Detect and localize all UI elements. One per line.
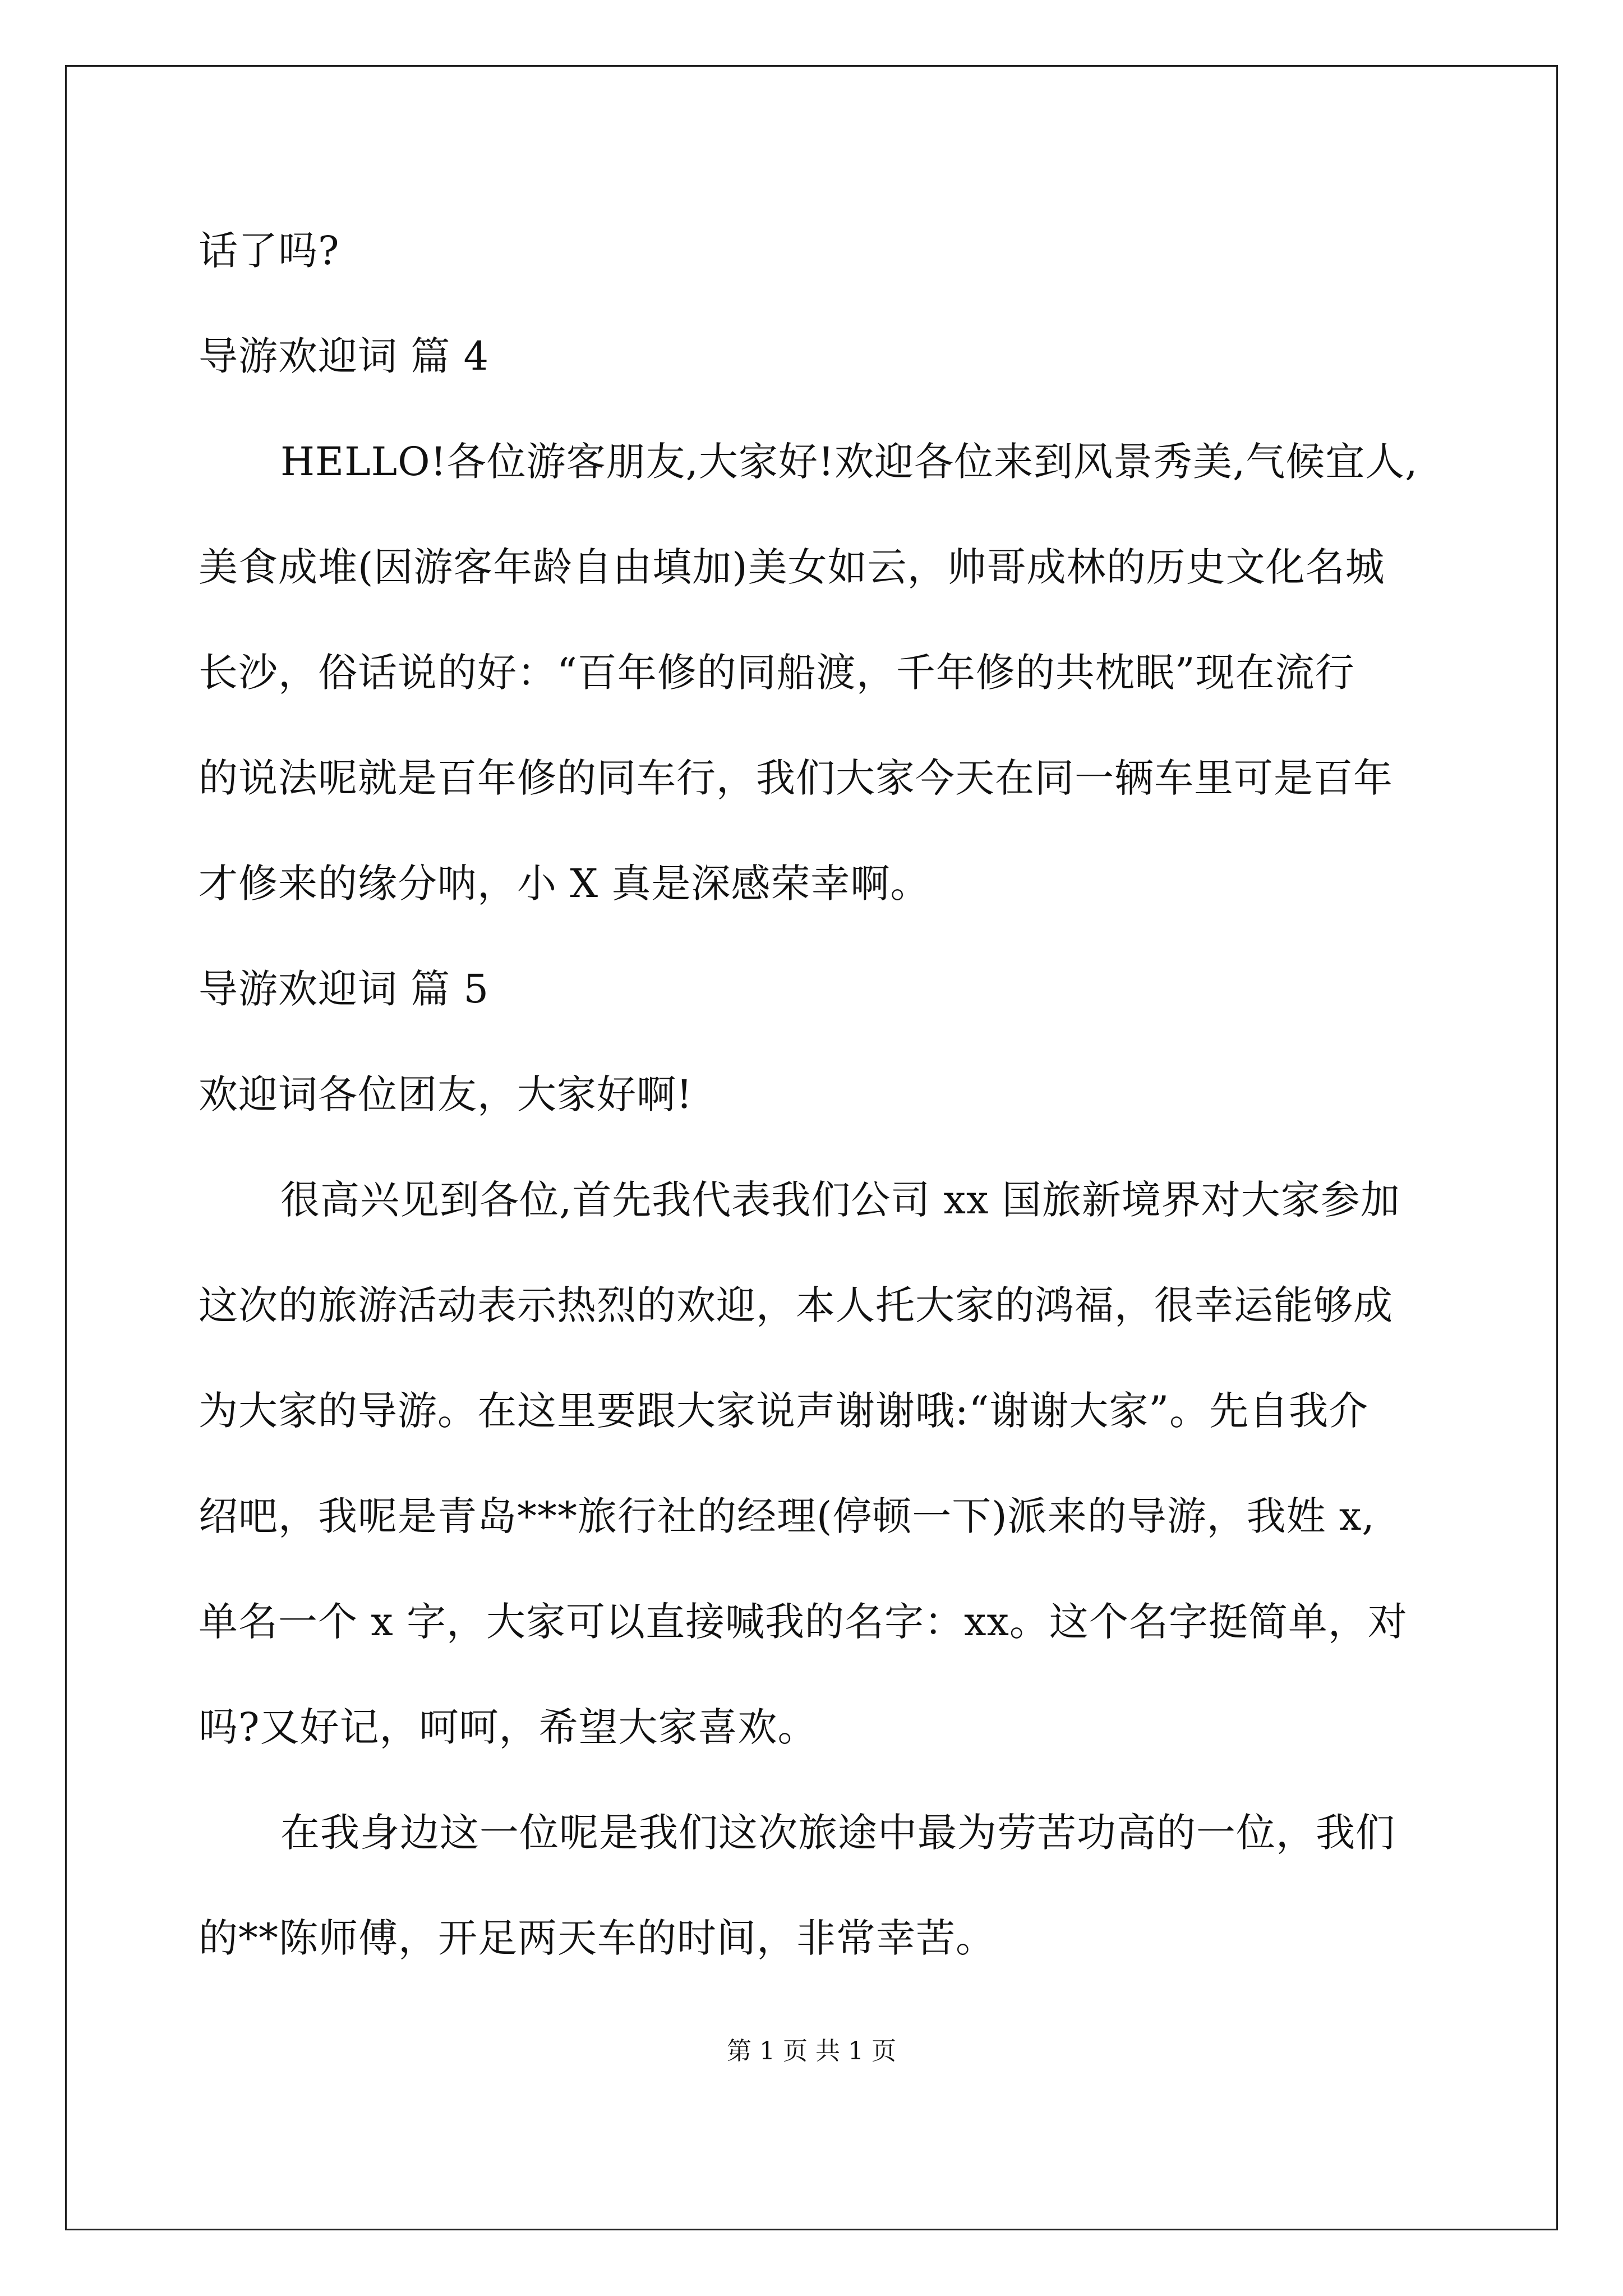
paragraph-line: 为大家的导游。在这里要跟大家说声谢谢哦:“谢谢大家”。先自我介 — [199, 1388, 1369, 1434]
paragraph-line: 美食成堆(因游客年龄自由填加)美女如云，帅哥成林的历史文化名城 — [199, 544, 1385, 590]
paragraph-line: 单名一个 x 字，大家可以直接喊我的名字：xx。这个名字挺简单，对 — [199, 1599, 1408, 1645]
section-heading: 导游欢迎词 篇 4 — [199, 333, 490, 379]
page-footer: 第 1 页 共 1 页 — [727, 2037, 896, 2065]
paragraph-line: HELLO!各位游客朋友,大家好!欢迎各位来到风景秀美,气候宜人, — [280, 439, 1418, 485]
paragraph-line: 在我身边这一位呢是我们这次旅途中最为劳苦功高的一位，我们 — [280, 1810, 1395, 1856]
paragraph-line: 的**陈师傅，开足两天车的时间，非常幸苦。 — [199, 1915, 995, 1961]
paragraph-line: 才修来的缘分呐，小 X 真是深感荣幸啊。 — [199, 861, 930, 907]
paragraph-line: 欢迎词各位团友，大家好啊! — [199, 1071, 693, 1117]
paragraph-line: 吗?又好记，呵呵，希望大家喜欢。 — [199, 1704, 818, 1750]
paragraph-line: 的说法呢就是百年修的同车行，我们大家今天在同一辆车里可是百年 — [199, 755, 1393, 801]
paragraph-line: 很高兴见到各位,首先我代表我们公司 xx 国旅新境界对大家参加 — [280, 1177, 1400, 1223]
page-border — [65, 65, 1558, 2230]
paragraph-line: 绍吧，我呢是青岛***旅行社的经理(停顿一下)派来的导游，我姓 x, — [199, 1493, 1375, 1539]
paragraph-line: 这次的旅游活动表示热烈的欢迎，本人托大家的鸿福，很幸运能够成 — [199, 1282, 1393, 1328]
paragraph-line: 长沙，俗话说的好：“百年修的同船渡，千年修的共枕眠”现在流行 — [199, 650, 1355, 696]
paragraph-line: 话了吗? — [199, 228, 340, 274]
section-heading: 导游欢迎词 篇 5 — [199, 966, 490, 1012]
